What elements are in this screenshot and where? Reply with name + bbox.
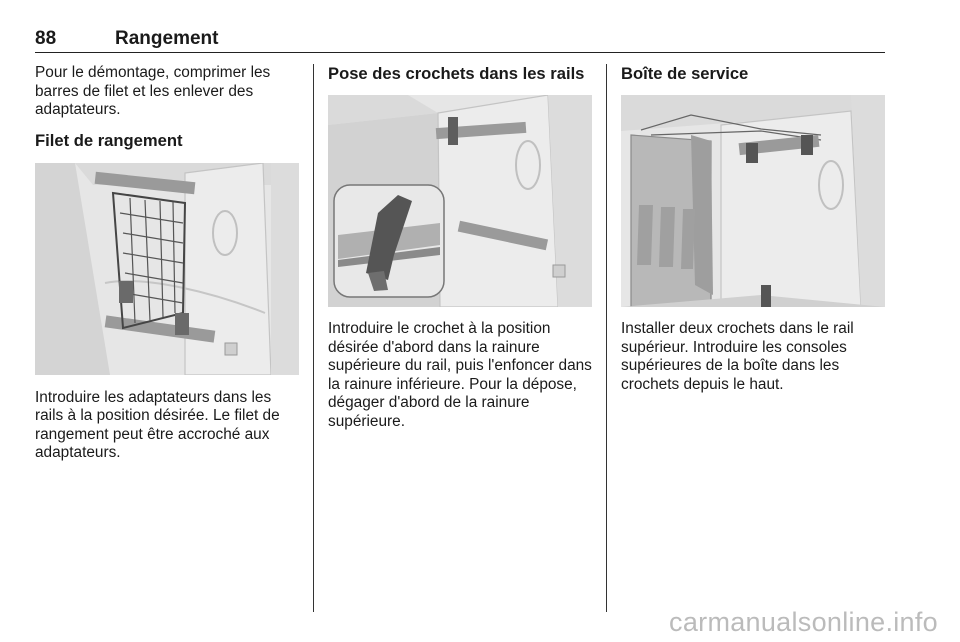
watermark: carmanualsonline.info — [669, 607, 938, 637]
column-divider-left — [313, 64, 314, 612]
column-hooks — [328, 64, 592, 431]
section-heading-hooks: Pose des crochets dans les rails — [328, 64, 585, 83]
column-storage-net — [35, 64, 299, 463]
storage-net-instructions: Introduire les adaptateurs dans les rails à la position désirée. Le filet de rangement peut être accroché aux adaptateurs. — [35, 388, 280, 461]
hook-installation-illustration — [328, 95, 592, 307]
page-title: Rangement — [115, 28, 219, 49]
hooks-instructions: Introduire le crochet à la position désirée d'abord dans la rainure supérieure du rail, puis l'enfoncer dans la rainure inférieure. Pour la dépose, dégager d'abord de la rainure supérieure. — [328, 320, 592, 430]
section-heading-service-box: Boîte de service — [621, 64, 749, 83]
column-divider-right — [606, 64, 607, 612]
page-number: 88 — [35, 28, 57, 49]
page-header — [35, 28, 885, 53]
intro-paragraph: Pour le démontage, comprimer les barres de filet et les enlever des adaptateurs. — [35, 64, 271, 118]
section-heading-storage-net: Filet de rangement — [35, 130, 183, 150]
storage-net-illustration — [35, 163, 299, 375]
column-service-box — [621, 64, 885, 394]
service-box-illustration — [621, 95, 885, 307]
service-box-instructions: Installer deux crochets dans le rail supérieur. Introduire les consoles supérieures de la boîte dans les crochets depuis le haut. — [621, 320, 854, 393]
